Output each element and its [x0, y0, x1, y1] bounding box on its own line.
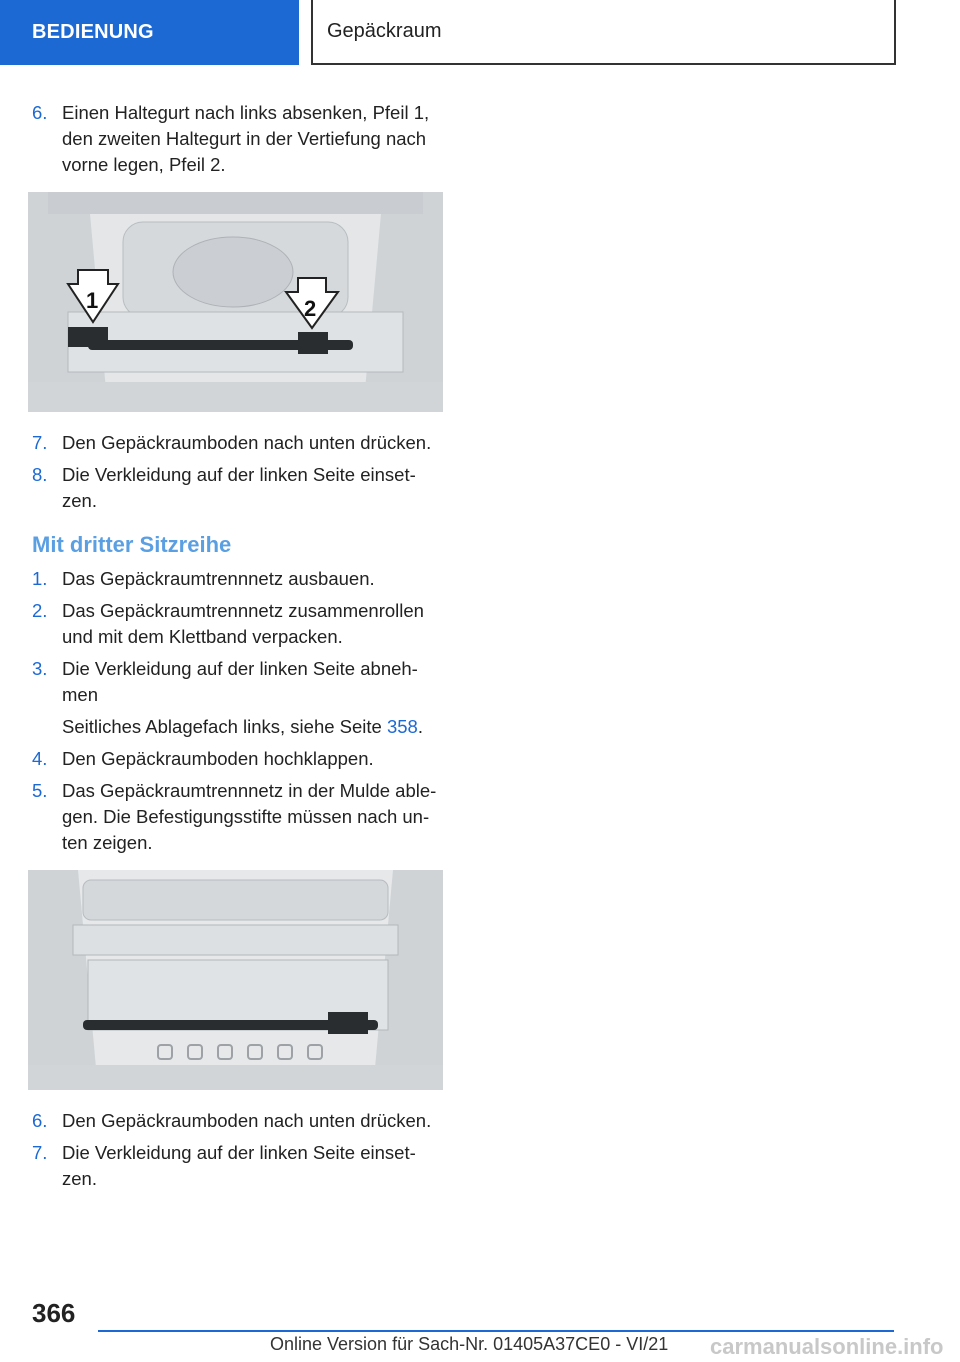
step-item	[32, 100, 452, 178]
step-text: Den Gepäckraumboden nach unten drücken.	[62, 432, 432, 453]
step-text: Den Gepäckraumboden hochklappen.	[62, 748, 374, 769]
step-number: 6.	[32, 102, 48, 123]
step-item	[32, 462, 452, 514]
header-section-label: BEDIENUNG	[32, 21, 154, 43]
step-number: 4.	[32, 748, 48, 769]
watermark: carmanualsonline.info	[710, 1334, 944, 1359]
step-text: Den Gepäckraumboden nach unten drücken.	[62, 1110, 432, 1131]
step-number: 3.	[32, 658, 48, 679]
step-number: 8.	[32, 464, 48, 485]
step-item	[32, 746, 452, 772]
step-item	[32, 1108, 452, 1134]
step-item	[32, 430, 452, 456]
step-text: Das Gepäckraumtrennnetz in der Mulde able‐ gen. Die Befestigungsstifte müssen nach un‐ ten zeigen.	[62, 780, 437, 853]
section-heading: Mit dritter Sitzreihe	[32, 532, 232, 557]
footer-version-text: Online Version für Sach-Nr. 01405A37CE0 - VI/21	[270, 1334, 669, 1354]
step-text: Die Verkleidung auf der linken Seite einset‐ zen.	[62, 464, 416, 511]
trunk-image-net	[28, 870, 443, 1090]
step-text: Das Gepäckraumtrennnetz zusammenrollen und mit dem Klettband verpacken.	[62, 600, 424, 647]
arrow-1-label: 1	[86, 288, 99, 313]
footer-divider	[98, 1330, 894, 1332]
step-number: 2.	[32, 600, 48, 621]
trunk-image-straps	[28, 192, 443, 412]
step-number: 6.	[32, 1110, 48, 1131]
step-text: Die Verkleidung auf der linken Seite einset‐ zen.	[62, 1142, 416, 1189]
note-text: Seitliches Ablagefach links, siehe Seite	[62, 716, 387, 737]
step-item	[32, 566, 452, 592]
arrow-2-label: 2	[304, 296, 317, 321]
step-note	[32, 714, 452, 740]
step-number: 7.	[32, 432, 48, 453]
step-item	[32, 1140, 452, 1192]
step-text: Einen Haltegurt nach links absenken, Pfeil 1, den zweiten Haltegurt in der Vertiefung nach vorne legen, Pfeil 2.	[62, 102, 430, 175]
header-title: Gepäckraum	[327, 20, 442, 42]
step-text: Das Gepäckraumtrennnetz ausbauen.	[62, 568, 375, 589]
step-item	[32, 598, 452, 650]
page-reference-link[interactable]: 358	[386, 716, 418, 737]
page-number: 366	[32, 1298, 76, 1328]
note-end: .	[417, 716, 423, 737]
page-content	[32, 100, 452, 1198]
step-number: 7.	[32, 1142, 48, 1163]
step-text: Die Verkleidung auf der linken Seite abneh‐ men	[62, 658, 418, 705]
step-number: 5.	[32, 780, 48, 801]
header-title-box	[311, 0, 896, 65]
header-section-tab	[0, 0, 299, 65]
step-number: 1.	[32, 568, 48, 589]
step-item	[32, 778, 452, 856]
step-item	[32, 656, 452, 708]
